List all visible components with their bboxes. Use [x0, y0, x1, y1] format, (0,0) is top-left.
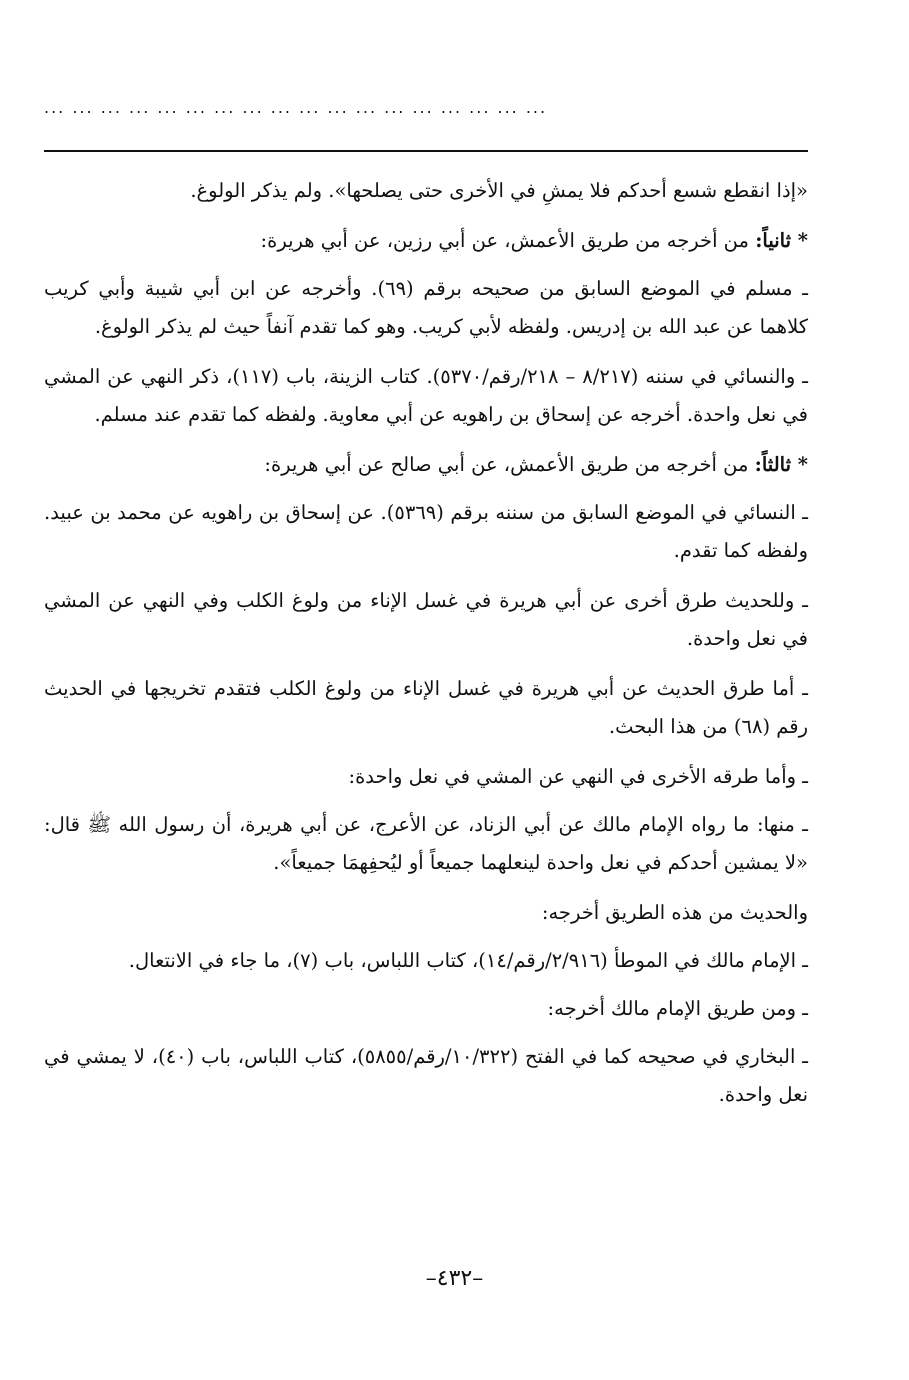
main-text	[44, 172, 808, 1126]
paragraph-1: «إذا انقطع شسع أحدكم فلا يمشِ في الأخرى حتى يصلحها». ولم يذكر الولوغ.	[190, 179, 808, 202]
paragraph-9: ـ وأما طرقه الأخرى في النهي عن المشي في نعل واحدة:	[348, 765, 808, 788]
section-marker-thalithan: * ثالثاً:	[754, 453, 808, 476]
paragraph-8: ـ أما طرق الحديث عن أبي هريرة في غسل الإناء من ولوغ الكلب فتقدم تخريجها في الحديث رقم (٦٨) من هذا البحث.	[44, 677, 808, 738]
section-marker-thaniyan: * ثانياً:	[755, 229, 808, 252]
paragraph-5: * ثالثاً: من أخرجه من طريق الأعمش، عن أبي صالح عن أبي هريرة:	[264, 453, 808, 476]
paragraph-12: ـ الإمام مالك في الموطأ (٢/٩١٦/رقم/١٤)، كتاب اللباس، باب (٧)، ما جاء في الانتعال.	[128, 949, 808, 972]
paragraph-14: ـ البخاري في صحيحه كما في الفتح (١٠/٣٢٢/رقم/٥٨٥٥)، كتاب اللباس، باب (٤٠)، لا يمشي في نعل واحدة.	[44, 1045, 809, 1106]
paragraph-7: ـ وللحديث طرق أخرى عن أبي هريرة في غسل الإناء من ولوغ الكلب وفي النهي عن المشي في نعل واحدة.	[44, 589, 808, 650]
header-rule	[44, 150, 808, 152]
paragraph-4: ـ والنسائي في سننه (٨/٢١٧ – ٢١٨/رقم/٥٣٧٠). كتاب الزينة، باب (١١٧)، ذكر النهي عن المشي في نعل واحدة. أخرجه عن إسحاق بن راهويه عن أبي معاوية. ولفظه كما تقدم عند مسلم.	[44, 365, 808, 426]
paragraph-2: * ثانياً: من أخرجه من طريق الأعمش، عن أبي رزين، عن أبي هريرة:	[260, 229, 808, 252]
paragraph-13: ـ ومن طريق الإمام مالك أخرجه:	[547, 997, 808, 1020]
paragraph-10: ـ منها: ما رواه الإمام مالك عن أبي الزناد، عن الأعرج، عن أبي هريرة، أن رسول الله ﷺ قال: «لا يمشين أحدكم في نعل واحدة لينعلهما جميعاً أو ليُحفِهمَا جميعاً».	[44, 813, 808, 874]
paragraph-11: والحديث من هذه الطريق أخرجه:	[541, 901, 808, 924]
paragraph-6: ـ النسائي في الموضع السابق من سننه برقم (٥٣٦٩). عن إسحاق بن راهويه عن محمد بن عبيد. ولفظه كما تقدم.	[44, 501, 808, 562]
top-dotted-line: ... ... ... ... ... ... ... ... ... ... ... ... ... ... ... ... ... ...	[44, 98, 548, 117]
paragraph-3: ـ مسلم في الموضع السابق من صحيحه برقم (٦٩). وأخرجه عن ابن أبي شيبة وأبي كريب كلاهما عن عبد الله بن إدريس. ولفظه لأبي كريب. وهو كما تقدم آنفاً حيث لم يذكر الولوغ.	[44, 277, 808, 338]
page-number: –٤٣٢–	[425, 1266, 484, 1291]
